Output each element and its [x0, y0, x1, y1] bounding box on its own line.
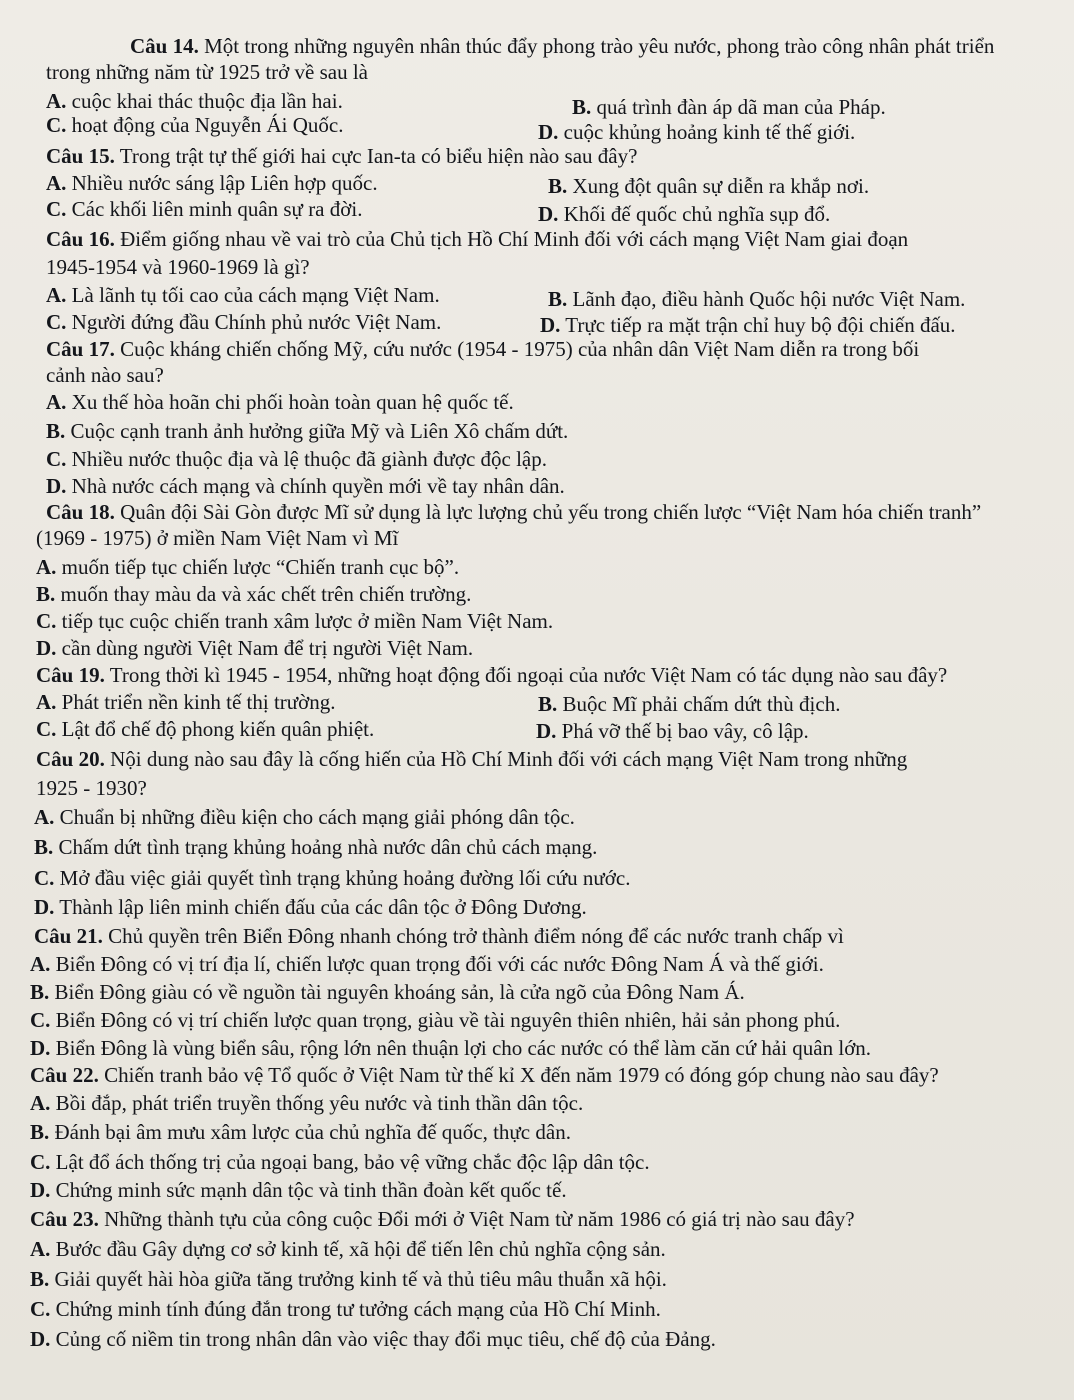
- question-stem: Điểm giống nhau về vai trò của Chủ tịch Hồ Chí Minh đối với cách mạng Việt Nam giai đoạn: [120, 227, 909, 251]
- option-letter: B.: [30, 980, 50, 1004]
- option-letter: C.: [30, 1297, 51, 1321]
- question-number: Câu 14.: [130, 34, 199, 58]
- question-23-option-b[interactable]: [30, 1266, 667, 1292]
- question-18-stem-line-1: [46, 499, 981, 525]
- question-number: Câu 16.: [46, 227, 115, 251]
- question-22-option-d[interactable]: [30, 1177, 567, 1203]
- question-20-stem-line-1: [36, 746, 907, 772]
- option-text: Chấm dứt tình trạng khủng hoảng nhà nước dân chủ cách mạng.: [58, 835, 598, 859]
- question-18-option-c[interactable]: [36, 608, 553, 634]
- question-23-stem: [30, 1206, 855, 1232]
- option-text: Đánh bại âm mưu xâm lược của chủ nghĩa đế quốc, thực dân.: [54, 1120, 571, 1144]
- option-letter: D.: [30, 1036, 51, 1060]
- question-20-option-c[interactable]: [34, 865, 630, 891]
- question-stem: Nội dung nào sau đây là cống hiến của Hồ Chí Minh đối với cách mạng Việt Nam trong những: [110, 747, 908, 771]
- question-19-option-d[interactable]: [536, 718, 809, 744]
- option-text: cuộc khai thác thuộc địa lần hai.: [71, 89, 343, 113]
- question-15-option-d[interactable]: [538, 201, 830, 227]
- option-letter: C.: [46, 310, 67, 334]
- question-15-option-c[interactable]: [46, 196, 362, 222]
- option-text: cuộc khủng hoảng kinh tế thế giới.: [563, 120, 856, 144]
- question-21-option-b[interactable]: [30, 979, 745, 1005]
- option-text: Phá vỡ thế bị bao vây, cô lập.: [561, 719, 809, 743]
- option-letter: A.: [34, 805, 55, 829]
- question-17-stem-line-2: cảnh nào sau?: [46, 363, 164, 387]
- question-20-stem-line-2: 1925 - 1930?: [36, 776, 147, 800]
- question-19-stem: [36, 662, 947, 688]
- question-number: Câu 19.: [36, 663, 105, 687]
- question-14-option-d[interactable]: [538, 119, 855, 145]
- question-16-option-b[interactable]: [548, 286, 965, 312]
- option-letter: D.: [538, 202, 559, 226]
- question-17-option-d[interactable]: [46, 473, 565, 499]
- option-text: muốn tiếp tục chiến lược “Chiến tranh cục bộ”.: [61, 555, 460, 579]
- option-letter: D.: [46, 474, 67, 498]
- option-text: tiếp tục cuộc chiến tranh xâm lược ở miền Nam Việt Nam.: [61, 609, 554, 633]
- option-text: Lật đổ ách thống trị của ngoại bang, bảo vệ vững chắc độc lập dân tộc.: [55, 1150, 650, 1174]
- question-20-option-d[interactable]: [34, 894, 587, 920]
- option-text: Biển Đông có vị trí chiến lược quan trọng, giàu về tài nguyên thiên nhiên, hải sản phong phú.: [55, 1008, 841, 1032]
- question-number: Câu 21.: [34, 924, 103, 948]
- question-number: Câu 20.: [36, 747, 105, 771]
- option-text: Xu thế hòa hoãn chi phối hoàn toàn quan hệ quốc tế.: [71, 390, 514, 414]
- option-letter: A.: [36, 690, 57, 714]
- option-letter: D.: [30, 1327, 51, 1351]
- option-letter: C.: [30, 1008, 51, 1032]
- option-text: Xung đột quân sự diễn ra khắp nơi.: [572, 174, 870, 198]
- question-stem: Quân đội Sài Gòn được Mĩ sử dụng là lực lượng chủ yếu trong chiến lược “Việt Nam hóa chiến tranh”: [120, 500, 982, 524]
- option-letter: D.: [540, 313, 561, 337]
- question-20-option-a[interactable]: [34, 804, 575, 830]
- question-18-stem-line-2: (1969 - 1975) ở miền Nam Việt Nam vì Mĩ: [36, 526, 399, 550]
- option-text: Lãnh đạo, điều hành Quốc hội nước Việt Nam.: [572, 287, 966, 311]
- question-23-option-d[interactable]: [30, 1326, 716, 1352]
- question-number: Câu 23.: [30, 1207, 99, 1231]
- option-text: Chuẩn bị những điều kiện cho cách mạng giải phóng dân tộc.: [59, 805, 575, 829]
- option-letter: A.: [46, 171, 67, 195]
- question-16-option-d[interactable]: [540, 312, 956, 338]
- question-21-option-d[interactable]: [30, 1035, 871, 1061]
- option-letter: C.: [34, 866, 55, 890]
- question-16-option-a[interactable]: [46, 282, 440, 308]
- question-14-option-b[interactable]: [572, 94, 886, 120]
- option-letter: D.: [36, 636, 57, 660]
- question-stem: Chiến tranh bảo vệ Tổ quốc ở Việt Nam từ thế kỉ X đến năm 1979 có đóng góp chung nào sau đây?: [104, 1063, 939, 1087]
- option-text: hoạt động của Nguyễn Ái Quốc.: [71, 113, 344, 137]
- question-22-option-a[interactable]: [30, 1090, 583, 1116]
- option-letter: D.: [34, 895, 55, 919]
- option-text: Thành lập liên minh chiến đấu của các dân tộc ở Đông Dương.: [59, 895, 587, 919]
- option-text: Bồi đắp, phát triển truyền thống yêu nước và tinh thần dân tộc.: [55, 1091, 584, 1115]
- question-17-option-c[interactable]: [46, 446, 547, 472]
- option-text: Nhiều nước sáng lập Liên hợp quốc.: [71, 171, 378, 195]
- option-letter: A.: [30, 1091, 51, 1115]
- option-text: Cuộc cạnh tranh ảnh hưởng giữa Mỹ và Liên Xô chấm dứt.: [70, 419, 569, 443]
- option-letter: B.: [538, 692, 558, 716]
- option-text: Biển Đông giàu có về nguồn tài nguyên khoáng sản, là cửa ngõ của Đông Nam Á.: [54, 980, 745, 1004]
- option-text: muốn thay màu da và xác chết trên chiến trường.: [60, 582, 472, 606]
- question-18-option-d[interactable]: [36, 635, 473, 661]
- option-text: Phát triển nền kinh tế thị trường.: [61, 690, 336, 714]
- question-14-option-a[interactable]: [46, 88, 343, 114]
- option-letter: C.: [46, 113, 67, 137]
- option-letter: A.: [30, 952, 51, 976]
- option-text: Người đứng đầu Chính phủ nước Việt Nam.: [71, 310, 442, 334]
- question-15-option-a[interactable]: [46, 170, 378, 196]
- option-letter: B.: [36, 582, 56, 606]
- option-text: Giải quyết hài hòa giữa tăng trưởng kinh tế và thủ tiêu mâu thuẫn xã hội.: [54, 1267, 667, 1291]
- option-letter: C.: [46, 197, 67, 221]
- question-22-option-b[interactable]: [30, 1119, 571, 1145]
- option-letter: C.: [36, 609, 57, 633]
- question-16-stem-line-2: 1945-1954 và 1960-1969 là gì?: [46, 255, 310, 279]
- question-stem: Những thành tựu của công cuộc Đổi mới ở Việt Nam từ năm 1986 có giá trị nào sau đây?: [104, 1207, 855, 1231]
- question-19-option-a[interactable]: [36, 689, 336, 715]
- question-16-option-c[interactable]: [46, 309, 441, 335]
- question-14-stem-line-1: [130, 33, 994, 59]
- question-22-stem: [30, 1062, 939, 1088]
- option-text: Lật đổ chế độ phong kiến quân phiệt.: [61, 717, 375, 741]
- option-letter: C.: [46, 447, 67, 471]
- option-letter: A.: [46, 390, 67, 414]
- option-text: Bước đầu Gây dựng cơ sở kinh tế, xã hội để tiến lên chủ nghĩa cộng sản.: [55, 1237, 666, 1261]
- option-letter: A.: [30, 1237, 51, 1261]
- option-text: Nhiều nước thuộc địa và lệ thuộc đã giành được độc lập.: [71, 447, 548, 471]
- option-letter: B.: [548, 174, 568, 198]
- option-text: Chứng minh tính đúng đắn trong tư tưởng cách mạng của Hồ Chí Minh.: [55, 1297, 661, 1321]
- question-number: Câu 18.: [46, 500, 115, 524]
- option-letter: D.: [30, 1178, 51, 1202]
- option-text: Biển Đông có vị trí địa lí, chiến lược quan trọng đối với các nước Đông Nam Á và thế giới.: [55, 952, 824, 976]
- question-stem: Trong trật tự thế giới hai cực Ian-ta có biểu hiện nào sau đây?: [119, 144, 638, 168]
- option-letter: B.: [30, 1267, 50, 1291]
- question-23-option-c[interactable]: [30, 1296, 661, 1322]
- question-17-option-b[interactable]: [46, 418, 568, 444]
- option-letter: B.: [34, 835, 54, 859]
- option-text: Củng cố niềm tin trong nhân dân vào việc thay đổi mục tiêu, chế độ của Đảng.: [55, 1327, 716, 1351]
- option-text: Chứng minh sức mạnh dân tộc và tinh thần đoàn kết quốc tế.: [55, 1178, 567, 1202]
- question-number: Câu 15.: [46, 144, 115, 168]
- question-stem: Cuộc kháng chiến chống Mỹ, cứu nước (1954 - 1975) của nhân dân Việt Nam diễn ra trong bối: [120, 337, 920, 361]
- question-stem: Một trong những nguyên nhân thúc đẩy phong trào yêu nước, phong trào công nhân phát triển: [204, 34, 995, 58]
- question-19-option-c[interactable]: [36, 716, 374, 742]
- option-letter: D.: [538, 120, 559, 144]
- option-text: Biển Đông là vùng biển sâu, rộng lớn nên thuận lợi cho các nước có thể làm căn cứ hải quân lớn.: [55, 1036, 872, 1060]
- option-letter: D.: [536, 719, 557, 743]
- option-text: Nhà nước cách mạng và chính quyền mới về tay nhân dân.: [71, 474, 565, 498]
- option-letter: C.: [30, 1150, 51, 1174]
- question-14-option-c[interactable]: [46, 112, 343, 138]
- option-letter: B.: [30, 1120, 50, 1144]
- question-18-option-b[interactable]: [36, 581, 471, 607]
- option-letter: B.: [46, 419, 66, 443]
- option-text: Trực tiếp ra mặt trận chỉ huy bộ đội chiến đấu.: [565, 313, 956, 337]
- question-stem: Trong thời kì 1945 - 1954, những hoạt động đối ngoại của nước Việt Nam có tác dụng nào sau đây?: [109, 663, 948, 687]
- question-18-option-a[interactable]: [36, 554, 459, 580]
- option-text: cần dùng người Việt Nam để trị người Việt Nam.: [61, 636, 474, 660]
- question-21-option-c[interactable]: [30, 1007, 840, 1033]
- question-21-stem: [34, 923, 844, 949]
- option-letter: B.: [572, 95, 592, 119]
- option-text: quá trình đàn áp dã man của Pháp.: [596, 95, 886, 119]
- question-23-option-a[interactable]: [30, 1236, 666, 1262]
- question-number: Câu 17.: [46, 337, 115, 361]
- option-letter: A.: [36, 555, 57, 579]
- question-14-stem-line-2: trong những năm từ 1925 trở về sau là: [46, 60, 368, 84]
- option-letter: A.: [46, 89, 67, 113]
- option-text: Buộc Mĩ phải chấm dứt thù địch.: [562, 692, 841, 716]
- question-16-stem-line-1: [46, 226, 908, 252]
- option-letter: A.: [46, 283, 67, 307]
- option-text: Khối đế quốc chủ nghĩa sụp đổ.: [563, 202, 831, 226]
- option-text: Các khối liên minh quân sự ra đời.: [71, 197, 363, 221]
- option-text: Là lãnh tụ tối cao của cách mạng Việt Nam.: [71, 283, 440, 307]
- question-15-option-b[interactable]: [548, 173, 869, 199]
- option-letter: C.: [36, 717, 57, 741]
- question-19-option-b[interactable]: [538, 691, 840, 717]
- question-15-stem: [46, 143, 637, 169]
- option-letter: B.: [548, 287, 568, 311]
- question-number: Câu 22.: [30, 1063, 99, 1087]
- question-22-option-c[interactable]: [30, 1149, 650, 1175]
- question-21-option-a[interactable]: [30, 951, 824, 977]
- option-text: Mở đầu việc giải quyết tình trạng khủng hoảng đường lối cứu nước.: [59, 866, 631, 890]
- question-stem: Chủ quyền trên Biển Đông nhanh chóng trở thành điểm nóng để các nước tranh chấp vì: [108, 924, 844, 948]
- question-17-option-a[interactable]: [46, 389, 514, 415]
- question-17-stem-line-1: [46, 336, 919, 362]
- question-20-option-b[interactable]: [34, 834, 597, 860]
